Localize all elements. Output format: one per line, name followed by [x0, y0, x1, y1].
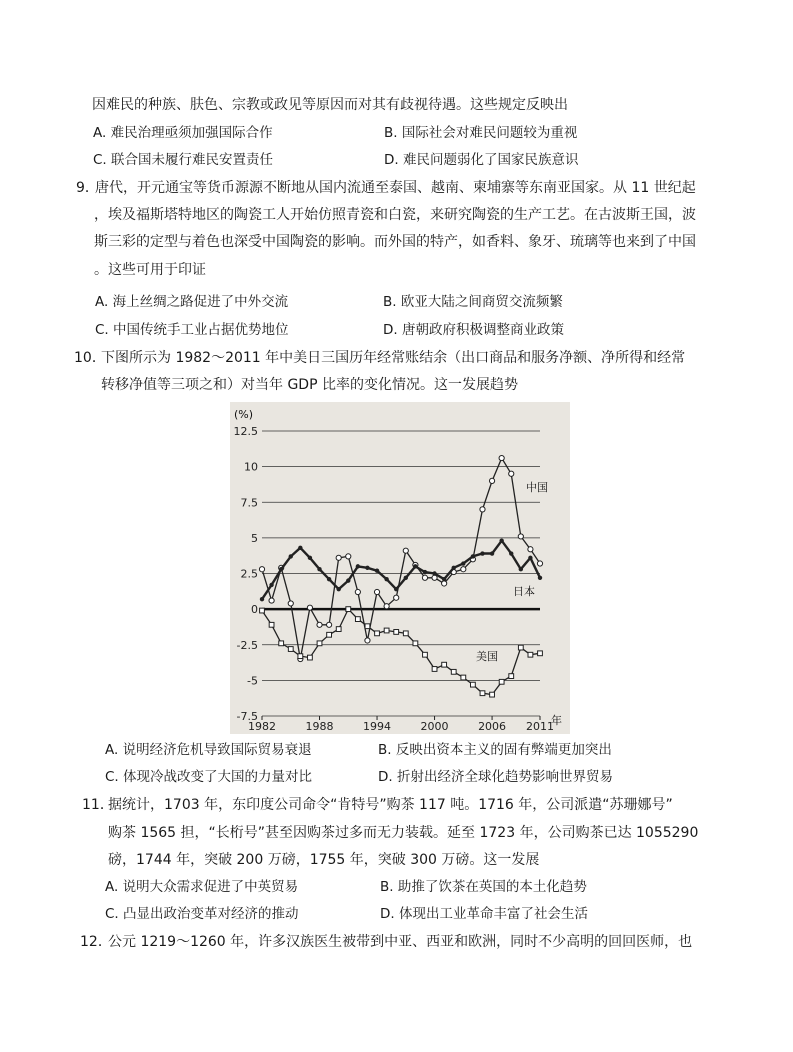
data-point-美国: [336, 627, 341, 632]
data-point-中国: [365, 638, 370, 643]
data-point-日本: [442, 577, 446, 581]
data-point-日本: [394, 587, 398, 591]
data-point-美国: [490, 692, 495, 697]
data-point-美国: [308, 655, 313, 660]
x-tick-label: 2000: [420, 720, 449, 733]
data-point-日本: [289, 554, 293, 558]
q11-option-d[interactable]: D. 体现出工业革命丰富了社会生活: [380, 906, 588, 922]
data-point-日本: [480, 551, 484, 555]
q10-option-d[interactable]: D. 折射出经济全球化趋势影响世界贸易: [378, 769, 613, 785]
data-point-日本: [375, 568, 379, 572]
data-point-美国: [461, 675, 466, 680]
data-point-中国: [259, 567, 264, 572]
data-point-美国: [442, 662, 447, 667]
data-point-日本: [336, 587, 340, 591]
data-point-美国: [518, 645, 523, 650]
data-point-中国: [394, 595, 399, 600]
data-point-日本: [384, 577, 388, 581]
data-point-中国: [317, 622, 322, 627]
data-point-美国: [346, 607, 351, 612]
data-point-中国: [528, 547, 533, 552]
x-tick-label: 1994: [363, 720, 392, 733]
data-point-日本: [269, 583, 273, 587]
x-tick-label: 2011: [526, 720, 554, 733]
data-point-日本: [346, 578, 350, 582]
current-account-chart: [230, 402, 570, 734]
data-point-美国: [423, 652, 428, 657]
legend-label-usa: 美国: [476, 650, 498, 663]
data-point-中国: [403, 548, 408, 553]
data-point-美国: [528, 652, 533, 657]
q9-line-2: ，埃及福斯塔特地区的陶瓷工人开始仿照青瓷和白瓷，来研究陶瓷的生产工艺。在古波斯王国，波: [94, 207, 696, 223]
y-tick-label: 12.5: [233, 425, 258, 438]
data-point-日本: [528, 556, 532, 560]
q9-option-b[interactable]: B. 欧亚大陆之间商贸交流频繁: [383, 294, 563, 310]
q8-option-d[interactable]: D. 难民问题弱化了国家民族意识: [384, 152, 579, 168]
data-point-美国: [432, 667, 437, 672]
chart-svg: [230, 402, 570, 734]
q9-option-d[interactable]: D. 唐朝政府积极调整商业政策: [383, 322, 564, 338]
data-point-美国: [355, 617, 360, 622]
q12-line-1: 公元 1219～1260 年，许多汉族医生被带到中亚、西亚和欧洲，同时不少高明的回回医师，也: [108, 934, 693, 950]
data-point-中国: [327, 622, 332, 627]
data-point-日本: [260, 597, 264, 601]
q10-number: 10．: [74, 350, 106, 366]
data-point-日本: [317, 567, 321, 571]
q10-line-1: 下图所示为 1982～2011 年中美日三国历年经常账结余（出口商品和服务净额、净所得和经常: [101, 350, 686, 366]
data-point-日本: [404, 576, 408, 580]
data-point-美国: [288, 647, 293, 652]
y-tick-label: -2.5: [236, 638, 258, 652]
data-point-中国: [336, 555, 341, 560]
series-line-中国: [262, 458, 540, 659]
data-point-中国: [374, 589, 379, 594]
data-point-日本: [298, 546, 302, 550]
data-point-美国: [279, 641, 284, 646]
data-point-日本: [452, 566, 456, 570]
q8-option-a[interactable]: A. 难民治理亟须加强国际合作: [93, 125, 273, 141]
q10-option-b[interactable]: B. 反映出资本主义的固有弊端更加突出: [378, 742, 612, 758]
q10-option-a[interactable]: A. 说明经济危机导致国际贸易衰退: [105, 742, 312, 758]
data-point-美国: [260, 608, 265, 613]
data-point-日本: [499, 539, 503, 543]
data-point-中国: [537, 561, 542, 566]
q9-option-a[interactable]: A. 海上丝绸之路促进了中外交流: [95, 294, 289, 310]
data-point-美国: [403, 631, 408, 636]
q11-option-b[interactable]: B. 助推了饮茶在英国的本土化趋势: [380, 879, 587, 895]
chart-x-unit: 年: [551, 714, 562, 727]
x-tick-label: 1982: [248, 720, 276, 733]
data-point-日本: [471, 554, 475, 558]
data-point-日本: [279, 567, 283, 571]
y-tick-label: -7.5: [236, 710, 258, 723]
data-point-中国: [518, 534, 523, 539]
data-point-中国: [499, 455, 504, 460]
y-tick-label: 5: [251, 531, 258, 545]
chart-y-unit: (%): [234, 408, 254, 421]
data-point-日本: [356, 564, 360, 568]
data-point-美国: [365, 624, 370, 629]
data-point-美国: [538, 651, 543, 656]
y-tick-label: 10: [244, 460, 258, 474]
q9-option-c[interactable]: C. 中国传统手工业占据优势地位: [95, 322, 289, 338]
q11-line-2: 购茶 1565 担，“长桁号”甚至因购茶过多而无力装载。延至 1723 年，公司购茶已达 1055290: [108, 825, 699, 841]
data-point-美国: [317, 641, 322, 646]
y-tick-label: 2.5: [240, 567, 258, 581]
q8-option-c[interactable]: C. 联合国未履行难民安置责任: [93, 152, 274, 168]
data-point-日本: [308, 556, 312, 560]
data-point-中国: [442, 581, 447, 586]
q9-line-4: 。这些可用于印证: [94, 262, 206, 278]
legend-label-japan: 日本: [513, 585, 535, 598]
data-point-美国: [470, 682, 475, 687]
q10-option-c[interactable]: C. 体现冷战改变了大国的力量对比: [105, 769, 313, 785]
chart-y-ticks: [234, 425, 259, 723]
data-point-美国: [509, 674, 514, 679]
data-point-日本: [538, 576, 542, 580]
y-tick-label: 7.5: [240, 496, 258, 510]
x-tick-label: 2006: [478, 720, 507, 733]
data-point-美国: [413, 641, 418, 646]
data-point-中国: [480, 507, 485, 512]
data-point-美国: [394, 630, 399, 635]
y-tick-label: 0: [251, 603, 258, 617]
data-point-中国: [422, 575, 427, 580]
data-point-中国: [384, 604, 389, 609]
data-point-美国: [384, 628, 389, 633]
q11-line-3: 磅，1744 年，突破 200 万磅，1755 年，突破 300 万磅。这一发展: [108, 852, 540, 868]
chart-series: [259, 455, 542, 697]
q10-line-2: 转移净值等三项之和）对当年 GDP 比率的变化情况。这一发展趋势: [101, 377, 518, 393]
data-point-日本: [509, 551, 513, 555]
data-point-美国: [298, 654, 303, 659]
q11-option-a[interactable]: A. 说明大众需求促进了中英贸易: [105, 879, 299, 895]
chart-x-ticks: [248, 716, 554, 733]
data-point-美国: [327, 632, 332, 637]
q11-number: 11．: [82, 797, 114, 813]
q9-line-3: 斯三彩的定型与着色也深受中国陶瓷的影响。而外国的特产，如香料、象牙、琉璃等也来到了中国: [94, 234, 696, 250]
data-point-日本: [432, 571, 436, 575]
data-point-中国: [288, 601, 293, 606]
data-point-日本: [413, 564, 417, 568]
data-point-美国: [499, 679, 504, 684]
y-tick-label: -5: [247, 674, 258, 688]
q11-option-c[interactable]: C. 凸显出政治变革对经济的推动: [105, 906, 299, 922]
data-point-中国: [489, 478, 494, 483]
q8-option-b[interactable]: B. 国际社会对难民问题较为重视: [384, 125, 578, 141]
data-point-中国: [355, 589, 360, 594]
data-point-中国: [461, 567, 466, 572]
data-point-日本: [365, 566, 369, 570]
data-point-日本: [490, 551, 494, 555]
q12-number: 12．: [80, 934, 112, 950]
series-line-日本: [262, 541, 540, 600]
legend-label-china: 中国: [526, 481, 548, 494]
data-point-中国: [307, 605, 312, 610]
data-point-中国: [509, 471, 514, 476]
data-point-美国: [375, 631, 380, 636]
x-tick-label: 1988: [305, 720, 334, 733]
q9-line-1: 唐代，开元通宝等货币源源不断地从国内流通至泰国、越南、柬埔寨等东南亚国家。从 11 世纪起: [95, 180, 696, 196]
data-point-美国: [269, 622, 274, 627]
data-point-日本: [461, 561, 465, 565]
q9-number: 9．: [76, 180, 99, 196]
data-point-美国: [480, 691, 485, 696]
data-point-美国: [451, 669, 456, 674]
data-point-日本: [327, 577, 331, 581]
q11-line-1: 据统计，1703 年，东印度公司命令“肯特号”购茶 117 吨。1716 年，公司派遣“苏珊娜号”: [108, 797, 673, 813]
intro-line: 因难民的种族、肤色、宗教或政见等原因而对其有歧视待遇。这些规定反映出: [92, 97, 568, 113]
data-point-中国: [269, 598, 274, 603]
data-point-日本: [423, 570, 427, 574]
series-line-美国: [262, 609, 540, 695]
data-point-日本: [519, 567, 523, 571]
data-point-中国: [346, 554, 351, 559]
